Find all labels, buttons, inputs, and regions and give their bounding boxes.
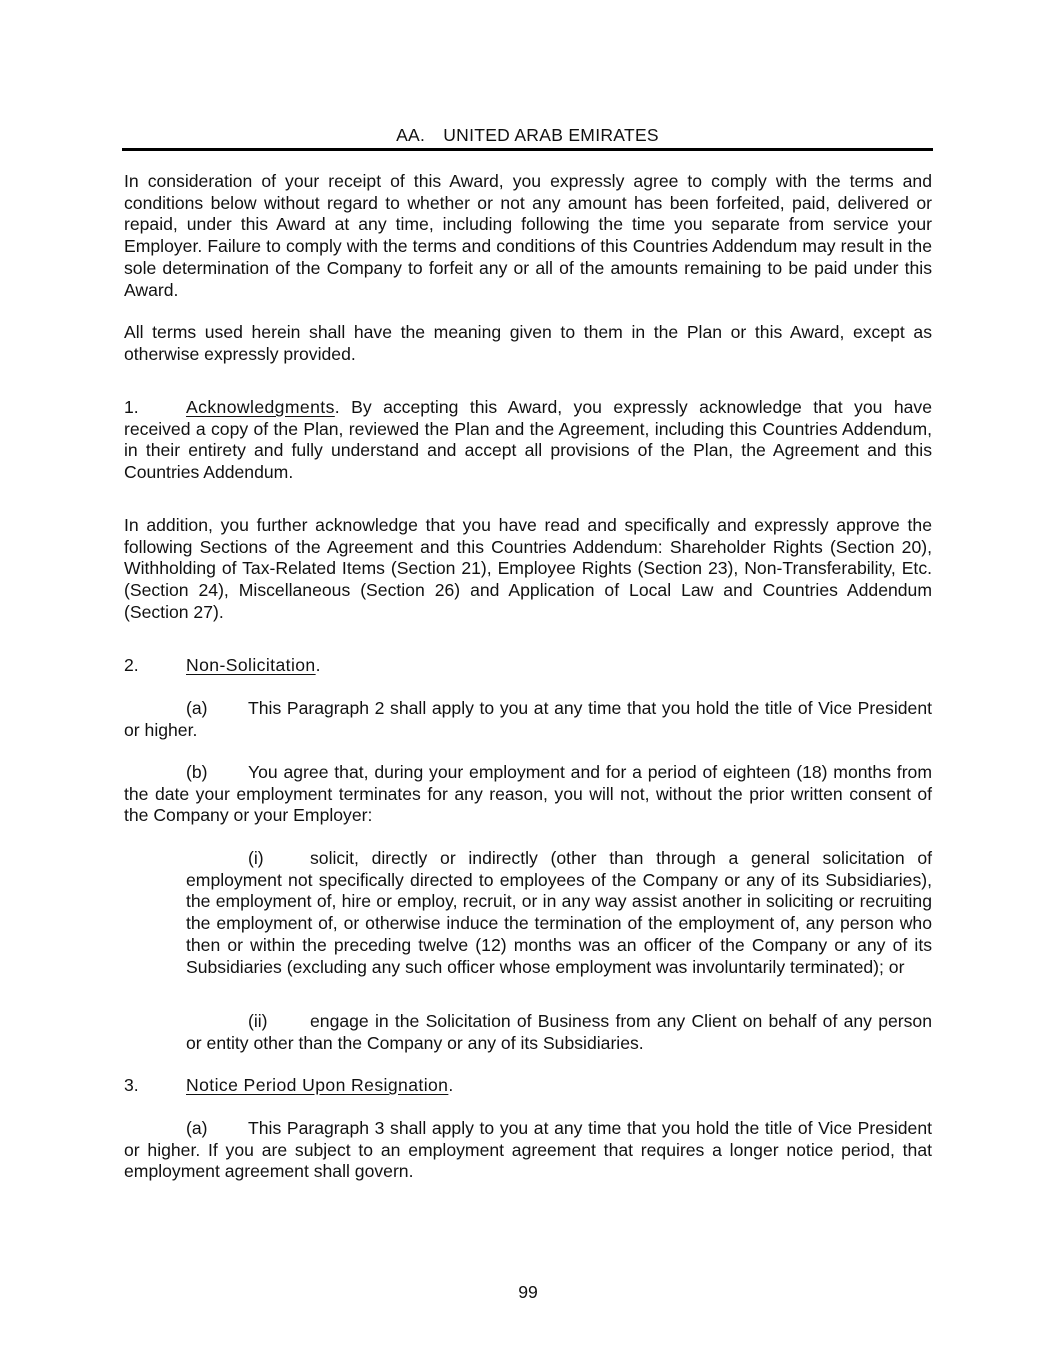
section-heading [122,124,933,151]
section-2-clause-a-text: This Paragraph 2 shall apply to you at any time that you hold the title of Vice President or higher. [124,698,932,740]
heading-title: UNITED ARAB EMIRATES [443,125,659,145]
section-1-number: 1. [124,397,139,417]
section-1-paragraph [124,397,932,484]
section-3-number: 3. [124,1075,139,1095]
section-2-header [124,655,932,677]
section-2-clause-a [124,698,932,741]
section-2-clause-a-label: (a) [186,698,208,718]
section-3-clause-a-text: This Paragraph 3 shall apply to you at any time that you hold the title of Vice President or higher. If you are subject to an employment agreement that requires a longer notice period, that employment agreement shall govern. [124,1118,932,1182]
section-3-header [124,1075,932,1097]
intro-paragraph-2: All terms used herein shall have the meaning given to them in the Plan or this Award, except as otherwise expressly provided. [124,322,932,364]
section-2-period: . [315,655,321,675]
section-1-paragraph-2: In addition, you further acknowledge that you have read and specifically and expressly approve the following Sections of the Agreement and this Countries Addendum: Shareholder Rights (Section 20), Withholding of Tax-Related Items (Section 21), Employee Rights (Section 23), Non-Transferability, Etc. (Section 24), Miscellaneous (Section 26) and Application of Local Law and Countries Addendum (Section 27). [124,515,932,622]
document-page [124,0,932,1365]
section-2-clause-b-i-text: solicit, directly or indirectly (other than through a general solicitation of employment not specifically directed to employees of the Company or any of its Subsidiaries), the employment of, hire or employ, recruit, or in any way assist another in soliciting or recruiting the employment of, or otherwise induce the termination of the employment of, any person who then or within the preceding twelve (12) months was an officer of the Company or any of its Subsidiaries (excluding any such officer whose employment was involuntarily terminated); or [186,848,932,977]
section-2-title: Non-Solicitation [186,655,316,675]
section-3-clause-a-label: (a) [186,1118,208,1138]
section-2-clause-b-ii-label: (ii) [248,1011,268,1031]
section-3-period: . [448,1075,454,1095]
section-2-clause-b-label: (b) [186,762,208,782]
section-2-clause-b-i [186,848,932,978]
section-2-clause-b-text: You agree that, during your employment and for a period of eighteen (18) months from the date your employment terminates for any reason, you will not, without the prior written consent of the Company or your Employer: [124,762,932,826]
section-1-body: . By accepting this Award, you expressly acknowledge that you have received a copy of the Plan, reviewed the Plan and the Agreement, including this Countries Addendum, in their entirety and fully understand and accept all provisions of the Plan, the Agreement and this Countries Addendum. [124,397,932,483]
section-3-title: Notice Period Upon Resignation [186,1075,449,1095]
intro-paragraph-1: In consideration of your receipt of this Award, you expressly agree to comply with the terms and conditions below without regard to whether or not any amount has been forfeited, paid, delivered or repaid, under this Award at any time, including following the time you separate from service your Employer. Failure to comply with the terms and conditions of this Countries Addendum may result in the sole determination of the Company to forfeit any or all of the amounts remaining to be paid under this Award. [124,171,932,300]
section-2-number: 2. [124,655,139,675]
heading-number: AA. [396,125,426,145]
page-number: 99 [518,1282,538,1302]
section-1-title: Acknowledgments [186,397,335,417]
section-2-clause-b [124,762,932,827]
section-2-clause-b-ii-text: engage in the Solicitation of Business from any Client on behalf of any person or entity other than the Company or any of its Subsidiaries. [186,1011,932,1053]
section-3-clause-a [124,1118,932,1183]
section-2-clause-b-i-label: (i) [248,848,264,868]
section-2-clause-b-ii [186,1011,932,1054]
